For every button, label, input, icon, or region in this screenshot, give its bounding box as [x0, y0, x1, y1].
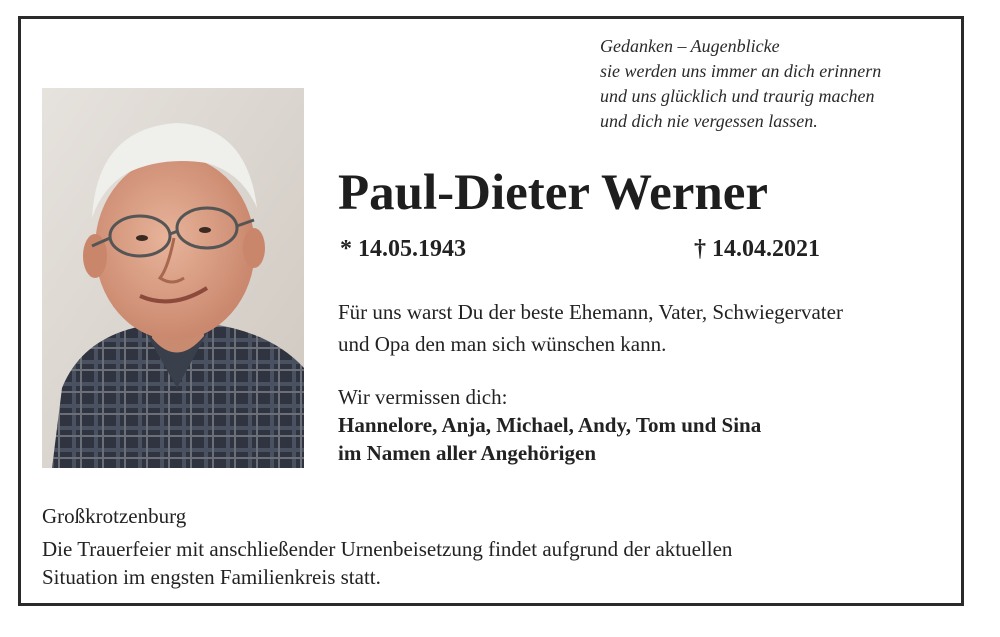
notice-line: Die Trauerfeier mit anschließender Urnenbeisetzung findet aufgrund der aktuellen: [42, 537, 733, 561]
poem-line: Gedanken – Augenblicke: [600, 36, 780, 56]
mourners-relatives: im Namen aller Angehörigen: [338, 441, 597, 465]
mourners-block: [338, 383, 761, 467]
funeral-notice: [42, 535, 902, 591]
location-name: Großkrotzenburg: [42, 504, 187, 528]
birth-date: * 14.05.1943: [340, 236, 466, 262]
portrait-photo: [42, 88, 304, 468]
mourners-names: Hannelore, Anja, Michael, Andy, Tom und Sina: [338, 413, 762, 437]
tribute-text: [338, 296, 938, 360]
mourners-intro: Wir vermissen dich:: [338, 385, 508, 409]
deceased-name: Paul-Dieter Werner: [338, 165, 769, 221]
poem-line: und uns glücklich und traurig machen: [600, 86, 875, 106]
notice-line: Situation im engsten Familienkreis statt.: [42, 565, 381, 589]
poem-line: und dich nie vergessen lassen.: [600, 111, 818, 131]
tribute-line: Für uns warst Du der beste Ehemann, Vater, Schwiegervater: [338, 300, 843, 324]
memorial-poem: [600, 34, 881, 134]
tribute-line: und Opa den man sich wünschen kann.: [338, 332, 667, 356]
poem-line: sie werden uns immer an dich erinnern: [600, 61, 882, 81]
death-date: † 14.04.2021: [694, 236, 820, 262]
